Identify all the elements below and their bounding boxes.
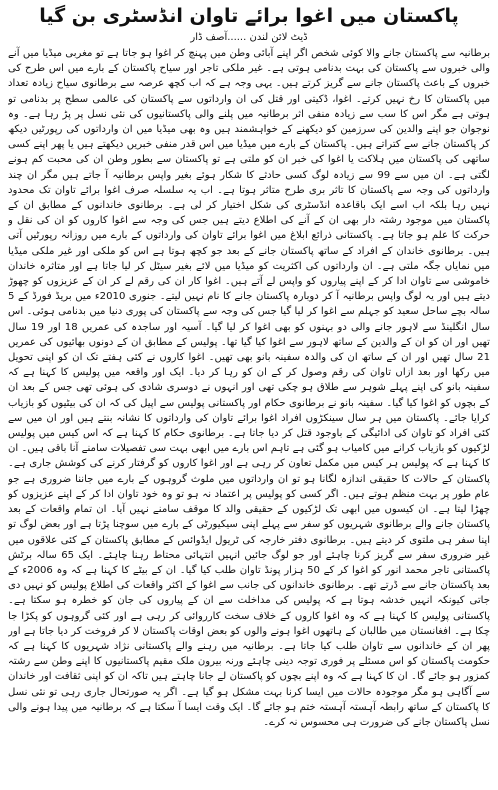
article-paragraph: برطانیہ سے پاکستان جانے والا کوئی شخص اگر اپنے آبائی وطن میں پہنچ کر اغوا ہو جاتا ہے تو مغربی میڈیا میں آنے والی خبروں سے پاکستان کی بہت بدنامی ہوتی ہے۔ غیر ملکی تاجر اور سیاح پاکستان کے بارے میں اس طرح کی خبروں کے باعث پاکستان جانے سے گریز کرتے ہیں۔ یہی وجہ ہے کہ اب کچھ عرصہ سے برطانوی سیاح زیادہ تعداد میں پاکستان کا رخ نہیں کرتے۔ اغوا، ڈکیتی اور قتل کی ان وارداتوں سے پاکستان کی عالمی سطح پر بدنامی تو ہوتی ہے مگر اس کا سب سے زیادہ منفی اثر برطانیہ میں پلنے والی پاکستانیوں کی نئی نسل پر پڑ رہا ہے۔ وہ نوجوان جو اپنے والدین کی سرزمین کو دیکھنے کے خواہشمند ہیں وہ بھی میڈیا میں ان وارداتوں کی رپورٹیں دیکھ کر پاکستان جانے سے کتراتے ہیں۔ پاکستان کے بارے میں میڈیا میں اس قدر منفی خبریں دیکھتے ہیں یا پھر اپنے کسی ساتھی کی پاکستان میں ہلاکت یا اغوا کی خبر ان کو ملتی ہے تو پاکستان سے بطور وطن ان کی محبت کم ہونے لگتی ہے۔ ان میں سے 99 سے زیادہ لوگ کسی حادثے کا شکار ہوئے بغیر واپس برطانیہ آ جاتے ہیں مگر ان چند وارداتوں کی وجہ سے پاکستان کا تاثر بری طرح متاثر ہوتا ہے۔ اب یہ سلسلہ صرف اغوا برائے تاوان تک محدود نہیں رہا بلکہ اب اسے ایک باقاعدہ انڈسٹری کی شکل اختیار کر لی ہے۔ برطانوی خاندانوں کے مطابق ان کے پاکستان میں موجود رشتہ دار بھی ان کے آنے کی اطلاع دیتے ہیں جس کی وجہ سے اغوا کاروں کو ان کی نقل و حرکت کا علم ہو جاتا ہے۔ پاکستانی ذرائع ابلاغ میں اغوا برائے تاوان کی وارداتوں کے بارے میں روزانہ رپورٹیں آتی ہیں۔ برطانوی خاندان کے افراد کے ساتھ پاکستان جانے کے بعد جو کچھ ہوتا ہے اس کو ملکی اور غیر ملکی میڈیا میں نمایاں جگہ ملتی ہے۔ ان وارداتوں کی اکثریت کو میڈیا میں لائے بغیر سیٹل کر لیا جاتا ہے اور متاثرہ خاندان خاموشی سے تاوان ادا کر کے اپنے پیاروں کو واپس لے آتے ہیں۔ اغوا کار ان کی رقم لے کر ان کے عزیزوں کو چھوڑ دیتے ہیں اور یہ لوگ واپس برطانیہ آ کر دوبارہ پاکستان جانے کا نام نہیں لیتے۔ جنوری 2010ء میں بریڈ فورڈ کے 5 سالہ بچے ساحل سعید کو جہلم سے اغوا کر لیا گیا جس کی وجہ سے پاکستان کی پوری دنیا میں بدنامی ہوئی۔ اس سال انگلینڈ سے لاہور جانے والی دو بہنوں کو بھی اغوا کر لیا گیا۔ آسیہ اور ساجدہ کی عمریں 18 اور 19 سال تھیں اور ان کو ان کے والدین کے ساتھ لاہور سے اغوا کیا گیا تھا۔ پولیس کے مطابق ان کے دونوں بھائیوں کی عمریں 21 سال تھیں اور ان کے ساتھ ان کی والدہ سفینہ بانو بھی تھیں۔ اغوا کاروں نے کئی ہفتے تک ان کو اپنی تحویل میں رکھا اور بعد ازاں تاوان کی رقم وصول کر کے ان کو رہا کر دیا۔ ایک اور واقعہ میں پولیس کا کہنا ہے کہ سفینہ بانو کی اپنے پہلے شوہر سے طلاق ہو چکی تھی اور انہوں نے دوسری شادی کی ہوئی تھی جس کے بعد ان کے بچوں کو اغوا کیا گیا۔ سفینہ بانو نے برطانوی حکام اور پاکستانی پولیس سے اپیل کی کہ ان کی بیٹیوں کو بازیاب کرایا جائے۔ پاکستان میں ہر سال سینکڑوں افراد اغوا برائے تاوان کی وارداتوں کا نشانہ بنتے ہیں اور ان میں سے کئی افراد کو تاوان کی ادائیگی کے باوجود قتل کر دیا جاتا ہے۔ برطانوی حکام کا کہنا ہے کہ اس کیس میں پولیس لڑکیوں کو بازیاب کرانے میں کامیاب ہو گئی ہے تاہم اس بارے میں ابھی بہت سی تفصیلات سامنے آنا باقی ہیں۔ ان کا کہنا ہے کہ پولیس ہر کیس میں مکمل تعاون کر رہی ہے اور اغوا کاروں کو گرفتار کرنے کی کوشش جاری ہے۔ پاکستان کے حالات کا حقیقی اندازہ لگانا ہو تو ان وارداتوں میں ملوث گروہوں کے بارے میں جاننا ضروری ہے جو عام طور پر بہت منظم ہوتے ہیں۔ اگر کسی کو پولیس پر اعتماد نہ ہو تو وہ خود تاوان ادا کر کے اپنے عزیزوں کو چھڑا لیتا ہے۔ ان کیسوں میں ابھی تک لڑکیوں کے حقیقی والد کا موقف سامنے نہیں آیا۔ ان تمام واقعات کے بعد پاکستان جانے والے برطانوی شہریوں کو سفر سے پہلے اپنی سیکیورٹی کے بارے میں سوچنا پڑتا ہے اور بعض لوگ تو اپنا سفر ہی ملتوی کر دیتے ہیں۔ برطانوی دفتر خارجہ کی ٹریول ایڈوائس کے مطابق پاکستان کے کئی علاقوں میں غیر ضروری سفر سے گریز کرنا چاہئے اور جو لوگ جائیں انہیں انتہائی محتاط رہنا چاہئے۔ ایک 65 سالہ برٹش پاکستانی تاجر محمد انور کو اغوا کر کے 50 ہزار پونڈ تاوان طلب کیا گیا۔ ان کے بیٹے کا کہنا ہے کہ وہ 2006ء کے بعد پاکستان جانے سے ڈرتے تھے۔ برطانوی خاندانوں کی جانب سے اغوا کے اکثر واقعات کی اطلاع پولیس کو نہیں دی جاتی کیونکہ انہیں خدشہ ہوتا ہے کہ پولیس کی مداخلت سے ان کے پیاروں کی جان کو خطرہ ہو سکتا ہے۔ پاکستانی پولیس کا کہنا ہے کہ وہ اغوا کاروں کے خلاف سخت کارروائی کر رہی ہے اور کئی گروہوں کو پکڑا جا چکا ہے۔ افغانستان میں طالبان کے ہاتھوں اغوا ہونے والوں کو بعض اوقات پاکستان لا کر فروخت کر دیا جاتا ہے اور پھر ان کے خاندانوں سے تاوان طلب کیا جاتا ہے۔ برطانیہ میں رہنے والے پاکستانی نژاد شہریوں کا کہنا ہے کہ حکومت پاکستان کو اس مسئلے پر فوری توجہ دینی چاہئے ورنہ بیرون ملک مقیم پاکستانیوں کا اپنے وطن سے رشتہ کمزور ہو جائے گا۔ ان کا کہنا ہے کہ وہ اپنے بچوں کو پاکستان لے جانا چاہتے ہیں تاکہ ان کو اپنی ثقافت اور خاندان سے آگاہی ہو مگر موجودہ حالات میں ایسا کرنا بہت مشکل ہو گیا ہے۔ اگر یہ صورتحال جاری رہی تو نئی نسل کا پاکستان کے ساتھ رابطہ آہستہ آہستہ ختم ہو جائے گا۔ ایک وقت ایسا آ سکتا ہے کہ برطانیہ میں پیدا ہونے والی نسل پاکستان جانے کی ضرورت ہی محسوس نہ کرے۔: [8, 48, 490, 728]
byline: ڈیٹ لائن لندن ......آصف ڈار: [190, 32, 308, 43]
headline: پاکستان میں اغوا برائے تاوان انڈسٹری بن گیا: [39, 5, 459, 27]
article-body: [8, 46, 490, 786]
